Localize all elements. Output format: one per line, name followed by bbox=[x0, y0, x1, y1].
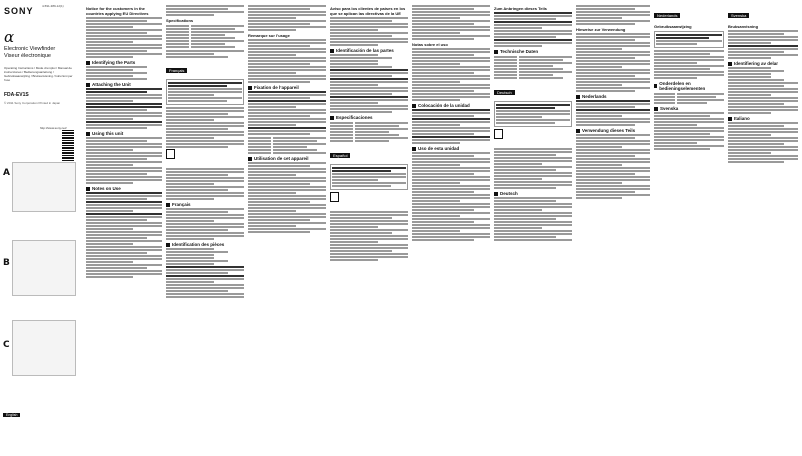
col4-warning-box bbox=[330, 164, 408, 190]
figure-label-a: A bbox=[3, 168, 10, 178]
col1-section-2: Attaching the Unit bbox=[86, 82, 162, 87]
col6-warning-box bbox=[494, 101, 572, 127]
column-9 bbox=[728, 4, 798, 452]
language-tag: English bbox=[3, 413, 20, 417]
figure-b-illustration bbox=[12, 240, 76, 296]
col1-section-3: Using this unit bbox=[86, 131, 162, 136]
section-marker-icon bbox=[86, 61, 90, 65]
copyright: © 2011 Sony Corporation Printed in Japan bbox=[4, 101, 61, 105]
title-line-1: Electronic Viewfinder bbox=[4, 46, 56, 52]
section-marker-icon bbox=[166, 243, 170, 247]
col2-section-1: Français bbox=[166, 202, 244, 207]
product-title bbox=[4, 46, 55, 60]
column-2 bbox=[166, 4, 244, 452]
col4-heading: Aviso para los clientes de países en los que se aplican las directivas de la UE bbox=[330, 6, 406, 16]
figure-label-c: C bbox=[3, 340, 10, 350]
column-7 bbox=[576, 4, 650, 452]
recycling-bin-icon bbox=[494, 129, 503, 139]
section-marker-icon bbox=[654, 84, 657, 88]
col6-spec-table bbox=[494, 56, 572, 79]
col2-section-2: Identification des pièces bbox=[166, 242, 244, 247]
figure-a-illustration bbox=[12, 162, 76, 212]
section-marker-icon bbox=[86, 132, 90, 136]
section-marker-icon bbox=[86, 83, 90, 87]
col3-heading: Remarque sur l’usage bbox=[248, 33, 290, 38]
section-marker-icon bbox=[576, 95, 580, 99]
col5-section-1: Colocación de la unidad bbox=[412, 103, 490, 108]
section-marker-icon bbox=[728, 117, 732, 121]
section-marker-icon bbox=[248, 86, 252, 90]
section-marker-icon bbox=[654, 107, 658, 111]
section-marker-icon bbox=[86, 187, 90, 191]
col3-section-2: Utilisation de cet appareil bbox=[248, 156, 326, 161]
column-4 bbox=[330, 4, 408, 452]
col4-spec-table bbox=[330, 122, 408, 142]
col4-section-1: Identificación de las partes bbox=[330, 48, 408, 53]
col8-section-1: Onderdelen en bedieningselementen bbox=[654, 81, 724, 91]
col2-heading: Specifications bbox=[166, 18, 194, 23]
recycling-bin-icon bbox=[166, 149, 175, 159]
col1-body bbox=[86, 17, 162, 58]
col2-warning-box bbox=[166, 79, 244, 105]
brand-logo: SONY bbox=[4, 6, 34, 16]
col1-section-1: Identifying the Parts bbox=[86, 60, 162, 65]
col2-language-band: Français bbox=[166, 68, 187, 73]
section-marker-icon bbox=[412, 104, 416, 108]
col9-heading: Bruksanvisning bbox=[728, 24, 759, 29]
product-subtitle: Operating Instructions / Mode d’emploi / Manual de instrucciones / Bedienungsanleitung / Gebruiksaanwijzing / Bruksanvisning / Istruzioni per l’uso bbox=[4, 66, 73, 82]
column-6 bbox=[494, 4, 572, 452]
col1-section-4: Notes on Use bbox=[86, 186, 162, 191]
col6-section-2: Deutsch bbox=[494, 191, 572, 196]
section-marker-icon bbox=[494, 50, 498, 54]
col2-spec-table bbox=[166, 25, 244, 48]
url: http://www.sony.net/ bbox=[40, 126, 67, 130]
figure-label-b: B bbox=[3, 258, 10, 268]
section-marker-icon bbox=[166, 203, 170, 207]
column-3 bbox=[248, 4, 326, 452]
model-number: FDA-EV1S bbox=[4, 92, 29, 98]
recycling-bin-icon bbox=[330, 192, 339, 202]
col8-language-band: Nederlands bbox=[654, 13, 680, 18]
column-1 bbox=[86, 4, 162, 452]
col6-heading: Zum Anbringen dieses Teils bbox=[494, 6, 547, 11]
col8-section-2: Svenska bbox=[654, 106, 724, 111]
col1-heading: Notice for the customers in the countries applying EU Directives bbox=[86, 6, 149, 16]
section-marker-icon bbox=[412, 147, 416, 151]
col7-heading: Hinweise zur Verwendung bbox=[576, 27, 626, 32]
title-line-2: Viseur électronique bbox=[4, 53, 51, 59]
col4-section-2: Especificaciones bbox=[330, 115, 408, 120]
section-marker-icon bbox=[330, 116, 334, 120]
col5-section-2: Uso de esta unidad bbox=[412, 146, 490, 151]
column-5 bbox=[412, 4, 490, 452]
alpha-logo: α bbox=[4, 28, 15, 46]
col9-section-2: Italiano bbox=[728, 116, 798, 121]
section-marker-icon bbox=[330, 49, 334, 53]
figure-c-illustration bbox=[12, 320, 76, 376]
col6-language-band: Deutsch bbox=[494, 90, 515, 95]
section-marker-icon bbox=[248, 157, 252, 161]
section-marker-icon bbox=[728, 62, 732, 66]
col7-section-2: Verwendung dieses Teils bbox=[576, 128, 650, 133]
col3-spec-table bbox=[248, 137, 326, 154]
col3-section-1: Fixation de l’appareil bbox=[248, 85, 326, 90]
column-8 bbox=[654, 4, 724, 452]
section-marker-icon bbox=[494, 192, 498, 196]
col8-warning-box bbox=[654, 31, 724, 48]
col6-section-1: Technische Daten bbox=[494, 49, 572, 54]
col8-heading: Gebruiksaanwijzing bbox=[654, 24, 692, 29]
cover-panel bbox=[0, 0, 82, 456]
col4-language-band: Español bbox=[330, 153, 350, 158]
section-marker-icon bbox=[576, 129, 580, 133]
col9-section-1: Identifiering av delar bbox=[728, 61, 798, 66]
col9-language-band: Svenska bbox=[728, 13, 749, 18]
col7-section-1: Nederlands bbox=[576, 94, 650, 99]
part-number: 4-591-389-12(1) bbox=[42, 4, 64, 8]
col8-spec-table bbox=[654, 93, 724, 104]
col5-heading: Notas sobre el uso bbox=[412, 42, 448, 47]
